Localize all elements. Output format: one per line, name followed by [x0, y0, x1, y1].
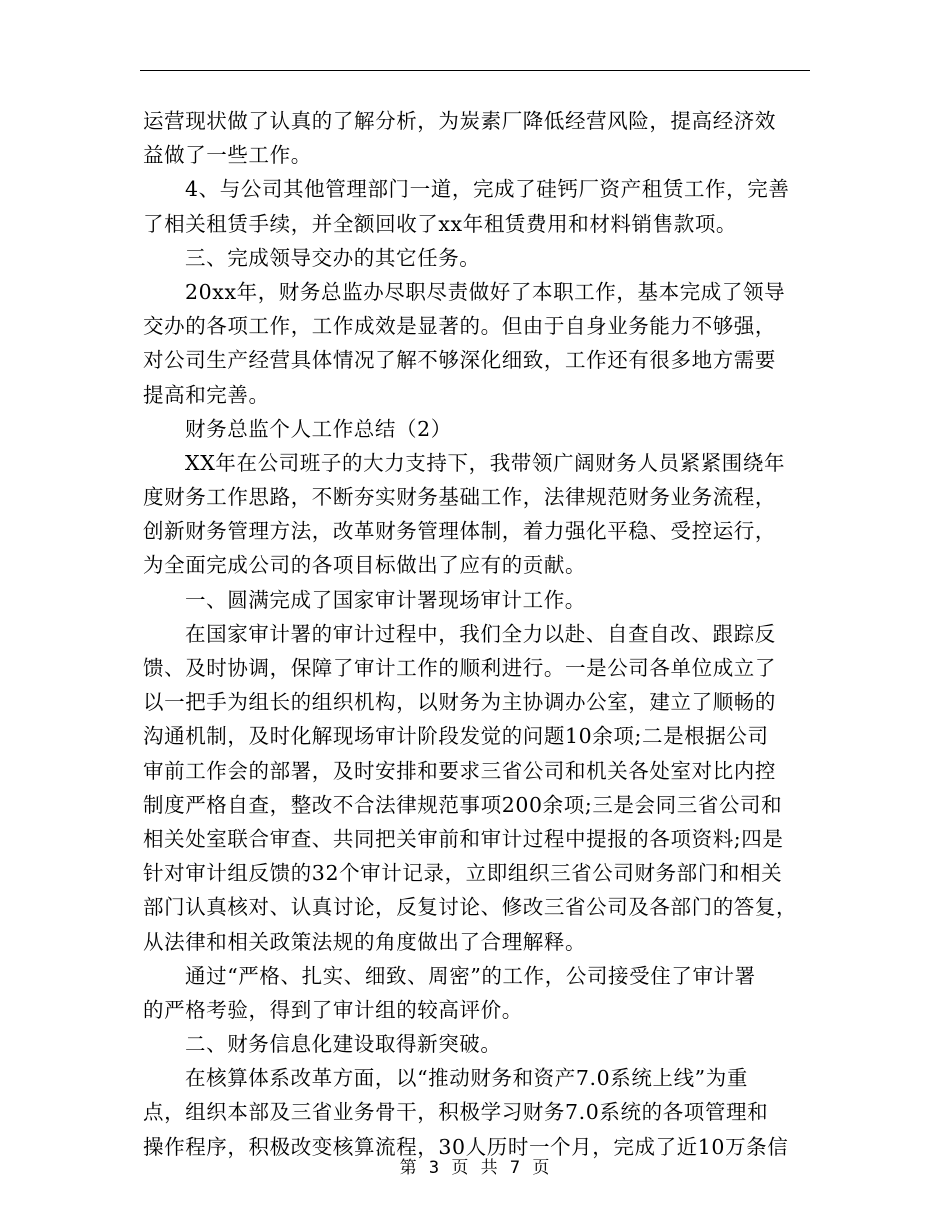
text-line: 点，组织本部及三省业务骨干，积极学习财务7.0系统的各项管理和 [143, 1100, 769, 1125]
text-line: 在核算体系改革方面，以“推动财务和资产7.0系统上线”为重 [185, 1066, 748, 1091]
text-line: 馈、及时协调，保障了审计工作的顺利进行。一是公司各单位成立了 [143, 656, 776, 680]
text-line: 一、圆满完成了国家审计署现场审计工作。 [185, 587, 586, 612]
text-line: 的严格考验，得到了审计组的较高评价。 [143, 997, 523, 1022]
header-rule [140, 70, 810, 71]
text-line: 20xx年，财务总监办尽职尽责做好了本职工作，基本完成了领导 [185, 279, 786, 304]
text-line: 三、完成领导交办的其它任务。 [185, 245, 481, 270]
text-line: 度财务工作思路，不断夯实财务基础工作，法律规范财务业务流程， [143, 485, 776, 510]
text-line: 益做了一些工作。 [143, 143, 312, 168]
text-line: 4、与公司其他管理部门一道，完成了硅钙厂资产租赁工作，完善 [185, 177, 790, 202]
text-line: 部门认真核对、认真讨论，反复讨论、修改三省公司及各部门的答复， [143, 895, 798, 920]
text-line: XX年在公司班子的大力支持下，我带领广阔财务人员紧紧围绕年 [185, 450, 786, 475]
text-line: 为全面完成公司的各项目标做出了应有的贡献。 [143, 553, 587, 578]
text-line: 了相关租赁手续，并全额回收了xx年租赁费用和材料销售款项。 [143, 211, 738, 236]
text-line: 操作程序，积极改变核算流程，30人历时一个月，完成了近10万条信 [143, 1134, 789, 1159]
text-line: 制度严格自查，整改不合法律规范事项200余项;三是会同三省公司和 [143, 792, 783, 817]
text-line: 运营现状做了认真的了解分析，为炭素厂降低经营风险，提高经济效 [143, 109, 776, 133]
text-line: 针对审计组反馈的32个审计记录，立即组织三省公司财务部门和相关 [143, 861, 783, 886]
text-line: 财务总监个人工作总结（2） [185, 416, 452, 441]
text-line: 二、财务信息化建设取得新突破。 [185, 1032, 502, 1057]
page-number: 第 3 页 共 7 页 [399, 1158, 551, 1178]
text-line: 通过“严格、扎实、细致、周密”的工作，公司接受住了审计署 [185, 963, 756, 988]
text-line: 在国家审计署的审计过程中，我们全力以赴、自查自改、跟踪反 [185, 621, 776, 646]
text-line: 相关处室联合审查、共同把关审前和审计过程中提报的各项资料;四是 [143, 826, 784, 851]
text-line: 创新财务管理方法，改革财务管理体制，着力强化平稳、受控运行， [143, 519, 776, 544]
text-line: 沟通机制，及时化解现场审计阶段发觉的问题10余项;二是根据公司 [143, 724, 769, 749]
text-line: 交办的各项工作，工作成效是显著的。但由于自身业务能力不够强， [143, 314, 776, 339]
text-line: 对公司生产经营具体情况了解不够深化细致，工作还有很多地方需要 [143, 348, 776, 373]
document-body [143, 104, 813, 1164]
text-line: 以一把手为组长的组织机构，以财务为主协调办公室，建立了顺畅的 [143, 690, 776, 715]
text-line: 审前工作会的部署，及时安排和要求三省公司和机关各处室对比内控 [143, 758, 776, 783]
text-line: 提高和完善。 [143, 382, 270, 407]
text-line: 从法律和相关政策法规的角度做出了合理解释。 [143, 929, 587, 954]
